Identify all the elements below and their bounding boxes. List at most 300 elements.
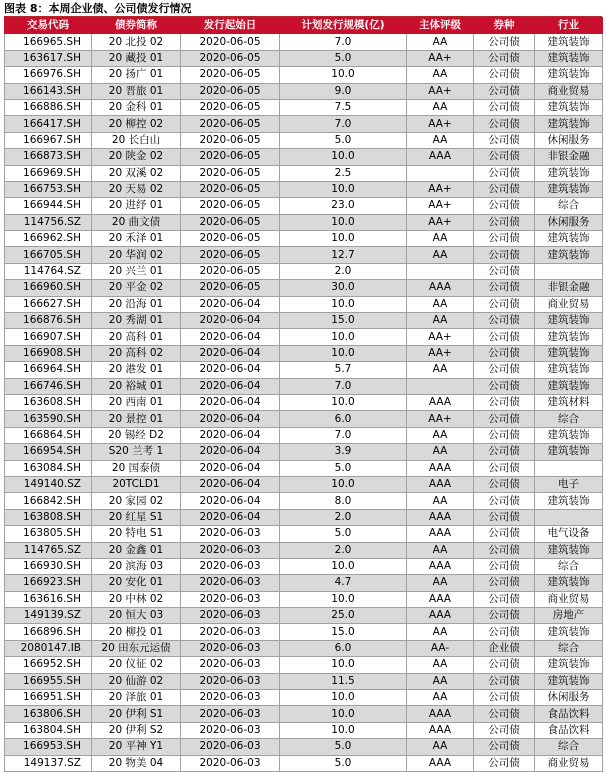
cell-short-name: 20 锡经 D2 [92, 427, 181, 443]
table-row [5, 739, 603, 755]
cell-short-name: 20 仪征 02 [92, 657, 181, 673]
cell-code: 166746.SH [5, 378, 92, 394]
cell-planned-size: 7.5 [280, 99, 407, 115]
table-title: 图表 8：本周企业债、公司债发行情况 [4, 2, 192, 15]
cell-planned-size: 10.0 [280, 231, 407, 247]
cell-start-date: 2020-06-05 [181, 83, 280, 99]
header-start-date: 发行起始日 [181, 18, 280, 34]
cell-industry: 建筑装饰 [535, 624, 603, 640]
cell-start-date: 2020-06-05 [181, 165, 280, 181]
table-row [5, 181, 603, 197]
cell-planned-size: 7.0 [280, 427, 407, 443]
cell-industry: 建筑装饰 [535, 345, 603, 361]
cell-bond-type: 公司债 [474, 181, 535, 197]
cell-industry: 建筑装饰 [535, 575, 603, 591]
cell-bond-type: 公司债 [474, 132, 535, 148]
cell-rating: AAA [407, 706, 474, 722]
cell-planned-size: 10.0 [280, 296, 407, 312]
cell-start-date: 2020-06-03 [181, 755, 280, 771]
cell-short-name: 20 秀湖 01 [92, 313, 181, 329]
cell-start-date: 2020-06-03 [181, 558, 280, 574]
cell-planned-size: 5.0 [280, 526, 407, 542]
table-row [5, 165, 603, 181]
cell-bond-type: 公司债 [474, 542, 535, 558]
cell-short-name: 20 扬广 01 [92, 67, 181, 83]
cell-start-date: 2020-06-03 [181, 575, 280, 591]
cell-short-name: 20 伊利 S2 [92, 722, 181, 738]
cell-start-date: 2020-06-04 [181, 345, 280, 361]
cell-bond-type: 公司债 [474, 460, 535, 476]
cell-code: 166705.SH [5, 247, 92, 263]
cell-start-date: 2020-06-03 [181, 739, 280, 755]
table-row [5, 198, 603, 214]
cell-start-date: 2020-06-05 [181, 67, 280, 83]
header-bond-type: 券种 [474, 18, 535, 34]
table-row [5, 608, 603, 624]
cell-start-date: 2020-06-03 [181, 591, 280, 607]
cell-industry: 综合 [535, 558, 603, 574]
cell-code: 2080147.IB [5, 640, 92, 656]
cell-planned-size: 10.0 [280, 690, 407, 706]
cell-rating: AA [407, 34, 474, 50]
cell-industry: 建筑装饰 [535, 34, 603, 50]
cell-code: 166930.SH [5, 558, 92, 574]
cell-rating: AA [407, 313, 474, 329]
cell-short-name: 20 平金 02 [92, 280, 181, 296]
cell-start-date: 2020-06-03 [181, 722, 280, 738]
table-row [5, 558, 603, 574]
cell-industry: 建筑装饰 [535, 67, 603, 83]
cell-code: 166876.SH [5, 313, 92, 329]
cell-bond-type: 公司债 [474, 394, 535, 410]
cell-rating: AA- [407, 640, 474, 656]
cell-planned-size: 10.0 [280, 329, 407, 345]
table-row [5, 706, 603, 722]
cell-code: 166976.SH [5, 67, 92, 83]
cell-start-date: 2020-06-04 [181, 394, 280, 410]
cell-industry: 综合 [535, 198, 603, 214]
cell-rating: AA+ [407, 181, 474, 197]
cell-rating: AA [407, 657, 474, 673]
cell-short-name: 20 田东元运债 [92, 640, 181, 656]
cell-bond-type: 公司债 [474, 591, 535, 607]
cell-rating: AA+ [407, 329, 474, 345]
cell-start-date: 2020-06-04 [181, 362, 280, 378]
cell-rating: AAA [407, 558, 474, 574]
table-row [5, 362, 603, 378]
cell-short-name: 20 金鑫 01 [92, 542, 181, 558]
cell-start-date: 2020-06-03 [181, 640, 280, 656]
cell-rating: AA [407, 673, 474, 689]
cell-code: 166143.SH [5, 83, 92, 99]
cell-planned-size: 10.0 [280, 67, 407, 83]
cell-bond-type: 公司债 [474, 116, 535, 132]
cell-planned-size: 7.0 [280, 116, 407, 132]
cell-planned-size: 8.0 [280, 493, 407, 509]
cell-planned-size: 10.0 [280, 591, 407, 607]
cell-planned-size: 2.0 [280, 542, 407, 558]
cell-start-date: 2020-06-05 [181, 263, 280, 279]
cell-rating: AAA [407, 280, 474, 296]
cell-short-name: 20 陕金 02 [92, 149, 181, 165]
cell-code: 163590.SH [5, 411, 92, 427]
cell-industry: 电子 [535, 476, 603, 492]
cell-industry: 食品饮料 [535, 722, 603, 738]
cell-bond-type: 公司债 [474, 378, 535, 394]
cell-code: 166962.SH [5, 231, 92, 247]
cell-bond-type: 公司债 [474, 329, 535, 345]
cell-rating: AA [407, 362, 474, 378]
cell-code: 166944.SH [5, 198, 92, 214]
cell-planned-size: 7.0 [280, 378, 407, 394]
cell-planned-size: 2.0 [280, 263, 407, 279]
cell-start-date: 2020-06-05 [181, 214, 280, 230]
cell-bond-type: 公司债 [474, 624, 535, 640]
cell-start-date: 2020-06-03 [181, 542, 280, 558]
cell-bond-type: 公司债 [474, 476, 535, 492]
cell-planned-size: 10.0 [280, 558, 407, 574]
cell-code: 166955.SH [5, 673, 92, 689]
cell-short-name: 20 金科 01 [92, 99, 181, 115]
cell-rating: AA [407, 542, 474, 558]
cell-bond-type: 公司债 [474, 34, 535, 50]
table-row [5, 493, 603, 509]
cell-rating: AA [407, 247, 474, 263]
cell-industry: 建筑装饰 [535, 444, 603, 460]
table-row [5, 247, 603, 263]
table-row [5, 67, 603, 83]
cell-planned-size: 6.0 [280, 411, 407, 427]
table-row [5, 591, 603, 607]
cell-short-name: 20 晋旅 01 [92, 83, 181, 99]
cell-rating: AAA [407, 608, 474, 624]
table-row [5, 378, 603, 394]
cell-start-date: 2020-06-03 [181, 673, 280, 689]
cell-planned-size: 10.0 [280, 706, 407, 722]
cell-code: 163084.SH [5, 460, 92, 476]
cell-short-name: 20 天易 02 [92, 181, 181, 197]
table-row [5, 83, 603, 99]
table-row [5, 640, 603, 656]
cell-start-date: 2020-06-05 [181, 99, 280, 115]
cell-short-name: 20 景控 01 [92, 411, 181, 427]
cell-bond-type: 公司债 [474, 345, 535, 361]
cell-start-date: 2020-06-05 [181, 247, 280, 263]
cell-short-name: 20 仙游 02 [92, 673, 181, 689]
cell-short-name: 20 国泰债 [92, 460, 181, 476]
cell-rating: AAA [407, 394, 474, 410]
cell-industry: 房地产 [535, 608, 603, 624]
cell-industry: 建筑装饰 [535, 673, 603, 689]
cell-rating: AA [407, 132, 474, 148]
table-row [5, 575, 603, 591]
cell-start-date: 2020-06-04 [181, 378, 280, 394]
cell-industry: 建筑装饰 [535, 493, 603, 509]
cell-rating: AAA [407, 460, 474, 476]
cell-code: 114765.SZ [5, 542, 92, 558]
cell-code: 166953.SH [5, 739, 92, 755]
cell-industry: 综合 [535, 739, 603, 755]
cell-bond-type: 公司债 [474, 99, 535, 115]
cell-start-date: 2020-06-04 [181, 296, 280, 312]
cell-industry: 建筑装饰 [535, 231, 603, 247]
cell-bond-type: 公司债 [474, 165, 535, 181]
cell-short-name: 20 裕城 01 [92, 378, 181, 394]
cell-planned-size: 10.0 [280, 345, 407, 361]
table-row [5, 296, 603, 312]
cell-short-name: 20 安化 01 [92, 575, 181, 591]
cell-bond-type: 公司债 [474, 575, 535, 591]
table-row [5, 50, 603, 66]
cell-rating: AA+ [407, 214, 474, 230]
table-row [5, 722, 603, 738]
cell-code: 163806.SH [5, 706, 92, 722]
cell-short-name: 20 华润 02 [92, 247, 181, 263]
cell-industry: 商业贸易 [535, 755, 603, 771]
cell-planned-size: 5.0 [280, 460, 407, 476]
cell-planned-size: 15.0 [280, 313, 407, 329]
cell-planned-size: 4.7 [280, 575, 407, 591]
cell-planned-size: 10.0 [280, 476, 407, 492]
cell-start-date: 2020-06-03 [181, 624, 280, 640]
cell-start-date: 2020-06-05 [181, 149, 280, 165]
table-row [5, 460, 603, 476]
cell-rating: AA [407, 67, 474, 83]
table-row [5, 657, 603, 673]
cell-short-name: 20 曲文债 [92, 214, 181, 230]
cell-industry: 建筑装饰 [535, 50, 603, 66]
cell-code: 166965.SH [5, 34, 92, 50]
cell-industry: 建筑装饰 [535, 181, 603, 197]
cell-start-date: 2020-06-05 [181, 280, 280, 296]
cell-short-name: 20 藏投 01 [92, 50, 181, 66]
cell-planned-size: 10.0 [280, 149, 407, 165]
table-row [5, 673, 603, 689]
header-rating: 主体评级 [407, 18, 474, 34]
cell-rating: AA [407, 690, 474, 706]
cell-code: 163608.SH [5, 394, 92, 410]
cell-short-name: 20 家园 02 [92, 493, 181, 509]
cell-start-date: 2020-06-04 [181, 313, 280, 329]
cell-industry: 休闲服务 [535, 214, 603, 230]
cell-bond-type: 公司债 [474, 83, 535, 99]
table-row [5, 624, 603, 640]
cell-rating: AAA [407, 149, 474, 165]
cell-start-date: 2020-06-04 [181, 411, 280, 427]
cell-rating [407, 263, 474, 279]
cell-start-date: 2020-06-05 [181, 50, 280, 66]
cell-bond-type: 公司债 [474, 263, 535, 279]
table-row [5, 34, 603, 50]
cell-bond-type: 企业债 [474, 640, 535, 656]
table-row [5, 427, 603, 443]
cell-short-name: 20 泽旅 01 [92, 690, 181, 706]
cell-rating: AAA [407, 476, 474, 492]
cell-bond-type: 公司债 [474, 739, 535, 755]
cell-code: 166873.SH [5, 149, 92, 165]
cell-planned-size: 30.0 [280, 280, 407, 296]
cell-start-date: 2020-06-04 [181, 460, 280, 476]
cell-bond-type: 公司债 [474, 493, 535, 509]
table-row [5, 263, 603, 279]
cell-code: 166864.SH [5, 427, 92, 443]
table-body [5, 34, 603, 772]
cell-short-name: 20TCLD1 [92, 476, 181, 492]
cell-code: 149137.SZ [5, 755, 92, 771]
cell-planned-size: 23.0 [280, 198, 407, 214]
cell-planned-size: 10.0 [280, 214, 407, 230]
cell-industry: 建筑装饰 [535, 657, 603, 673]
cell-code: 114756.SZ [5, 214, 92, 230]
cell-short-name: 20 恒大 03 [92, 608, 181, 624]
cell-short-name: 20 沿海 01 [92, 296, 181, 312]
cell-short-name: 20 进纾 01 [92, 198, 181, 214]
cell-rating: AA [407, 99, 474, 115]
cell-industry [535, 509, 603, 525]
cell-code: 166842.SH [5, 493, 92, 509]
cell-rating: AA [407, 231, 474, 247]
cell-short-name: S20 兰考 1 [92, 444, 181, 460]
cell-industry: 建筑装饰 [535, 116, 603, 132]
cell-bond-type: 公司债 [474, 755, 535, 771]
cell-start-date: 2020-06-04 [181, 444, 280, 460]
cell-short-name: 20 高科 01 [92, 329, 181, 345]
cell-code: 166907.SH [5, 329, 92, 345]
cell-planned-size: 9.0 [280, 83, 407, 99]
cell-rating: AAA [407, 526, 474, 542]
cell-rating: AAA [407, 755, 474, 771]
cell-industry: 建筑装饰 [535, 329, 603, 345]
cell-short-name: 20 禾泽 01 [92, 231, 181, 247]
cell-code: 166960.SH [5, 280, 92, 296]
cell-code: 166886.SH [5, 99, 92, 115]
cell-rating: AA [407, 444, 474, 460]
cell-industry: 建筑装饰 [535, 313, 603, 329]
cell-rating: AA [407, 427, 474, 443]
table-row [5, 509, 603, 525]
cell-code: 166753.SH [5, 181, 92, 197]
cell-short-name: 20 红星 S1 [92, 509, 181, 525]
cell-bond-type: 公司债 [474, 296, 535, 312]
table-row [5, 411, 603, 427]
cell-industry: 综合 [535, 640, 603, 656]
cell-industry: 建筑装饰 [535, 542, 603, 558]
cell-bond-type: 公司债 [474, 722, 535, 738]
cell-planned-size: 25.0 [280, 608, 407, 624]
cell-start-date: 2020-06-03 [181, 690, 280, 706]
cell-start-date: 2020-06-03 [181, 657, 280, 673]
table-row [5, 394, 603, 410]
cell-short-name: 20 中林 02 [92, 591, 181, 607]
cell-planned-size: 5.0 [280, 132, 407, 148]
table-row [5, 476, 603, 492]
cell-bond-type: 公司债 [474, 608, 535, 624]
cell-planned-size: 2.5 [280, 165, 407, 181]
bond-issuance-table [4, 17, 603, 772]
cell-code: 166627.SH [5, 296, 92, 312]
header-industry: 行业 [535, 18, 603, 34]
table-row [5, 214, 603, 230]
cell-code: 166923.SH [5, 575, 92, 591]
cell-industry: 商业贸易 [535, 83, 603, 99]
cell-rating: AA [407, 575, 474, 591]
table-row [5, 542, 603, 558]
cell-planned-size: 5.7 [280, 362, 407, 378]
header-row [5, 18, 603, 34]
cell-code: 166417.SH [5, 116, 92, 132]
cell-bond-type: 公司债 [474, 690, 535, 706]
cell-planned-size: 15.0 [280, 624, 407, 640]
cell-short-name: 20 双溪 02 [92, 165, 181, 181]
cell-start-date: 2020-06-04 [181, 509, 280, 525]
table-row [5, 444, 603, 460]
cell-industry: 建筑装饰 [535, 99, 603, 115]
cell-planned-size: 12.7 [280, 247, 407, 263]
cell-rating: AAA [407, 722, 474, 738]
cell-short-name: 20 兴兰 01 [92, 263, 181, 279]
cell-planned-size: 3.9 [280, 444, 407, 460]
cell-code: 166969.SH [5, 165, 92, 181]
cell-bond-type: 公司债 [474, 427, 535, 443]
cell-start-date: 2020-06-03 [181, 608, 280, 624]
cell-bond-type: 公司债 [474, 231, 535, 247]
table-row [5, 99, 603, 115]
cell-code: 166908.SH [5, 345, 92, 361]
table-row [5, 526, 603, 542]
cell-rating: AAA [407, 591, 474, 607]
header-planned-size: 计划发行规模(亿) [280, 18, 407, 34]
cell-industry: 建筑材料 [535, 394, 603, 410]
cell-short-name: 20 长白山 [92, 132, 181, 148]
cell-planned-size: 10.0 [280, 181, 407, 197]
cell-start-date: 2020-06-04 [181, 476, 280, 492]
cell-rating: AA+ [407, 83, 474, 99]
cell-rating: AAA [407, 509, 474, 525]
cell-short-name: 20 物美 04 [92, 755, 181, 771]
table-row [5, 116, 603, 132]
cell-industry [535, 263, 603, 279]
cell-code: 114764.SZ [5, 263, 92, 279]
cell-planned-size: 11.5 [280, 673, 407, 689]
table-row [5, 755, 603, 771]
cell-bond-type: 公司债 [474, 411, 535, 427]
cell-industry: 综合 [535, 411, 603, 427]
cell-rating: AA [407, 624, 474, 640]
table-row [5, 313, 603, 329]
cell-bond-type: 公司债 [474, 198, 535, 214]
cell-rating [407, 378, 474, 394]
cell-code: 163617.SH [5, 50, 92, 66]
cell-short-name: 20 高科 02 [92, 345, 181, 361]
cell-industry: 商业贸易 [535, 296, 603, 312]
table-row [5, 690, 603, 706]
cell-bond-type: 公司债 [474, 313, 535, 329]
cell-code: 166967.SH [5, 132, 92, 148]
cell-rating: AA [407, 296, 474, 312]
cell-industry: 食品饮料 [535, 706, 603, 722]
cell-bond-type: 公司债 [474, 214, 535, 230]
cell-industry: 非银金融 [535, 149, 603, 165]
cell-short-name: 20 北投 02 [92, 34, 181, 50]
cell-code: 163804.SH [5, 722, 92, 738]
cell-industry: 休闲服务 [535, 690, 603, 706]
cell-bond-type: 公司债 [474, 526, 535, 542]
cell-industry: 建筑装饰 [535, 362, 603, 378]
cell-bond-type: 公司债 [474, 67, 535, 83]
cell-planned-size: 7.0 [280, 34, 407, 50]
cell-industry: 电气设备 [535, 526, 603, 542]
cell-code: 163805.SH [5, 526, 92, 542]
